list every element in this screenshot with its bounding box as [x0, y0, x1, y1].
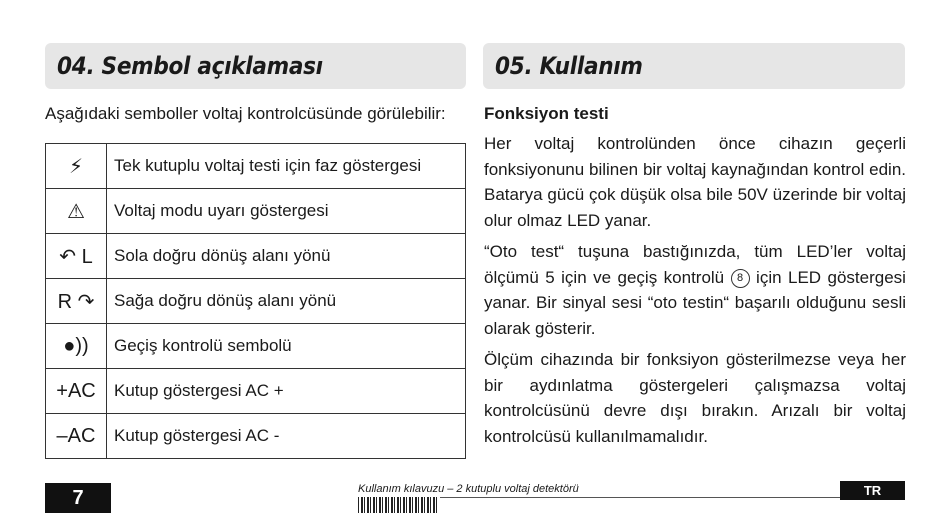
circled-number-icon: 8 [731, 269, 750, 288]
paragraph-2-text-b: için LED göstergesi yanar. Bir sinyal sesi “oto testin“ başarılı olduğunu sesli olarak gösterir. [484, 267, 906, 338]
ac-minus-icon: –AC [46, 414, 107, 459]
symbol-description: Geçiş kontrolü sembolü [107, 324, 466, 369]
table-row [46, 369, 466, 414]
symbol-table [45, 143, 466, 459]
symbol-description: Tek kutuplu voltaj testi için faz göstergesi [107, 144, 466, 189]
section-04-title: 04. Sembol açıklaması [57, 52, 323, 80]
paragraph-2 [484, 239, 906, 341]
usage-section [484, 103, 906, 455]
rotate-right-icon: R ↷ [46, 279, 107, 324]
table-row [46, 144, 466, 189]
symbol-description: Sağa doğru dönüş alanı yönü [107, 279, 466, 324]
symbol-description: Voltaj modu uyarı göstergesi [107, 189, 466, 234]
table-row [46, 414, 466, 459]
continuity-sound-icon: ●)) [46, 324, 107, 369]
symbol-description: Kutup göstergesi AC + [107, 369, 466, 414]
table-row [46, 324, 466, 369]
page-number: 7 [72, 487, 84, 509]
section-05-heading [483, 43, 905, 89]
section-04-heading [45, 43, 466, 89]
symbol-intro-text: Aşağıdaki semboller voltaj kontrolcüsünde görülebilir: [45, 104, 446, 123]
rotate-left-icon: ↶ L [46, 234, 107, 279]
ac-plus-icon: +AC [46, 369, 107, 414]
barcode-graphic [358, 497, 438, 513]
warning-triangle-icon: ⚠ [46, 189, 107, 234]
table-row [46, 279, 466, 324]
function-test-subheading: Fonksiyon testi [484, 104, 609, 123]
footer-title: Kullanım kılavuzu – 2 kutuplu voltaj detektörü [358, 483, 579, 495]
language-badge: TR [840, 481, 905, 500]
table-row [46, 189, 466, 234]
table-row [46, 234, 466, 279]
symbol-description: Sola doğru dönüş alanı yönü [107, 234, 466, 279]
paragraph-1: Her voltaj kontrolünden önce cihazın geçerli fonksiyonunu bilinen bir voltaj kaynağından kontrol edin. Batarya gücü çok düşük olsa bile 50V üzerinde bir voltaj olur olmaz LED yanar. [484, 134, 906, 230]
paragraph-2-text-a: “Oto test“ tuşuna bastığınızda, tüm LED’ler voltaj ölçümü 5 için ve geçiş kontrolü [484, 242, 906, 287]
page-number-box [45, 483, 111, 513]
lightning-icon: ⚡ [46, 144, 107, 189]
section-05-title: 05. Kullanım [495, 52, 643, 80]
symbol-description: Kutup göstergesi AC - [107, 414, 466, 459]
footer-divider [440, 497, 840, 498]
paragraph-3: Ölçüm cihazında bir fonksiyon gösterilmezse veya her bir aydınlatma göstergeleri çalışmazsa voltaj kontrolcüsünü devre dışı bırakın. Arızalı bir voltaj kontrolcüsü kullanılmamalıdır. [484, 350, 906, 446]
